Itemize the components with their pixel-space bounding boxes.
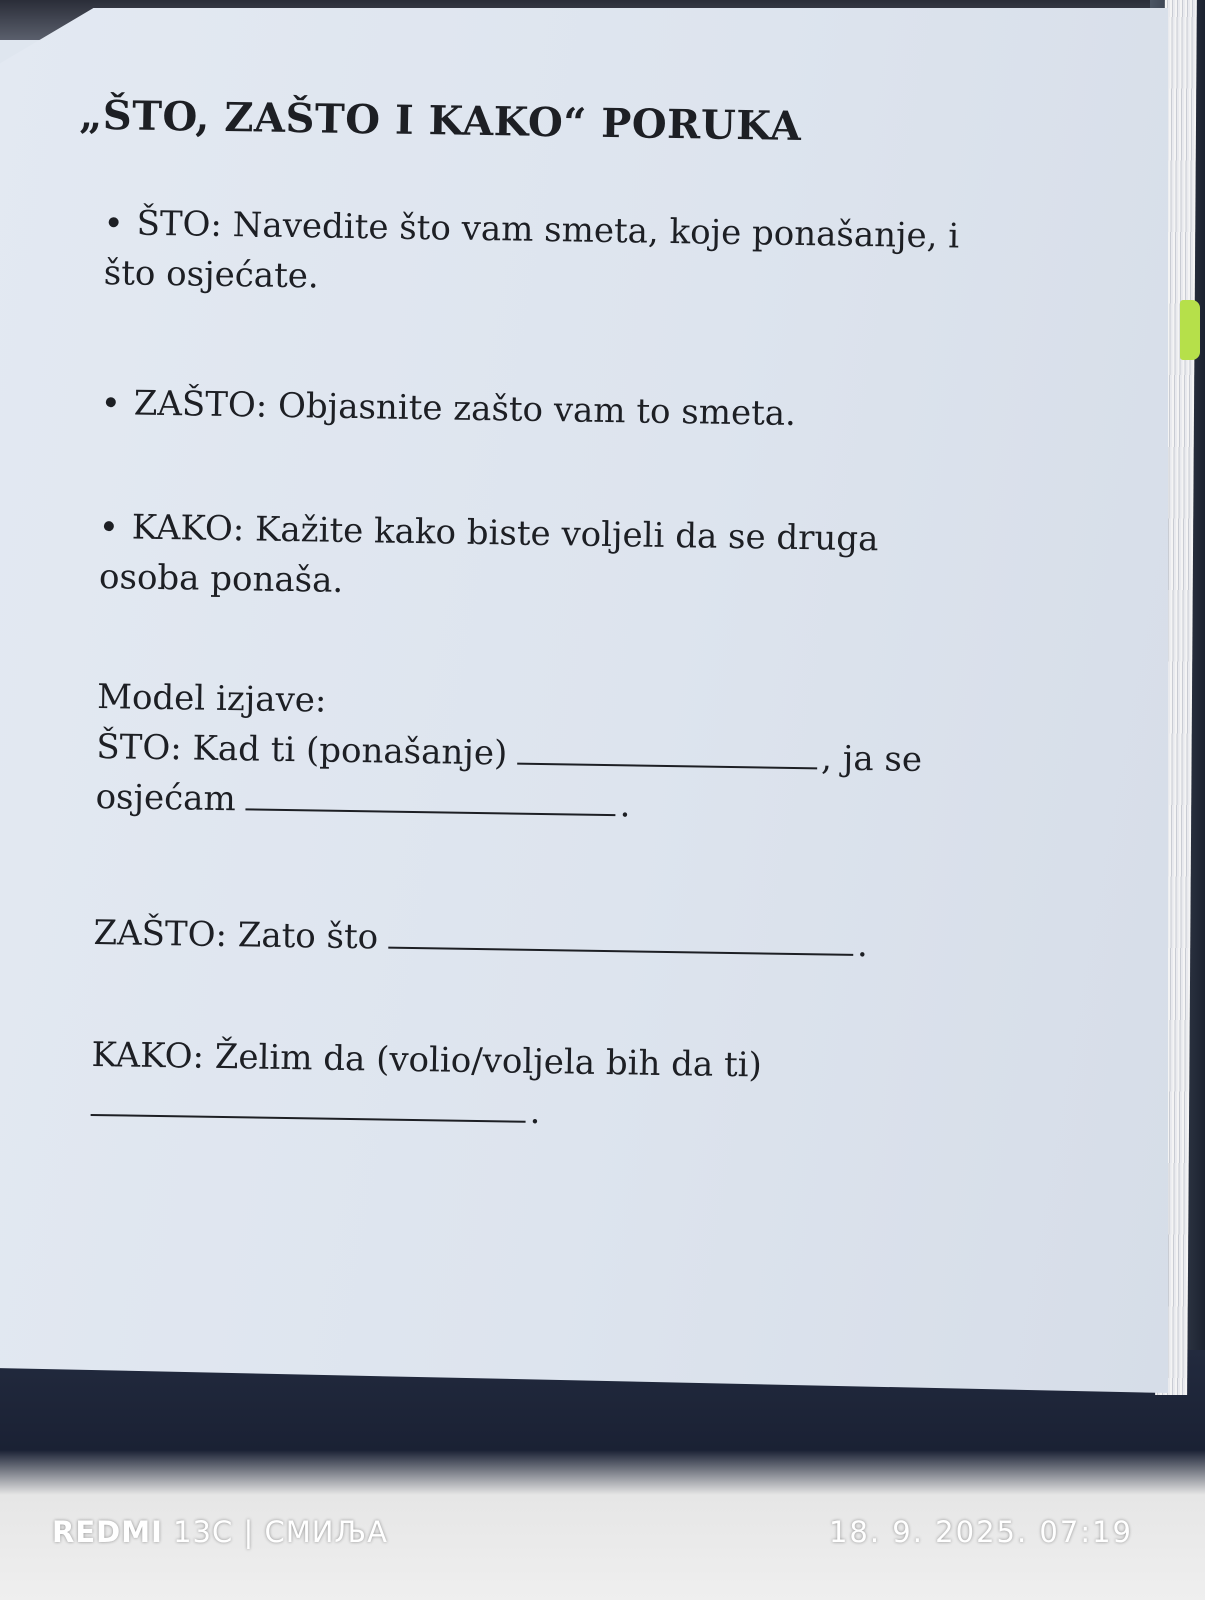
model-zasto-text: ZAŠTO: Zato što [93,912,379,958]
sticky-tab [1180,300,1200,360]
camera-watermark-model [52,1515,388,1549]
bullet-zasto [101,378,1002,442]
bullet-dot [106,397,116,407]
bullet-zasto-line1: ZAŠTO: Objasnite zašto vam to smeta. [133,383,797,434]
watermark-brand: REDMI [52,1515,163,1549]
model-kako-text: KAKO: Želim da (volio/voljela bih da ti) [91,1034,763,1086]
blank-line-feeling [246,784,616,816]
model-statement [95,672,997,836]
model-zasto [93,908,994,972]
model-sto-prefix: ŠTO: Kad ti (ponašanje) [96,727,508,774]
model-sto-line2: osjećam [95,777,237,820]
bullet-kako-line1: KAKO: Kažite kako biste voljeli da se druga [131,507,879,560]
model-sto-suffix: , ja se [820,738,923,780]
page-heading: „ŠTO, ZAŠTO I KAKO“ PORUKA [78,91,802,151]
period: . [619,785,631,826]
camera-watermark-datetime: 18. 9. 2025. 07:19 [828,1515,1133,1549]
bullet-sto-line1: ŠTO: Navedite što vam smeta, koje ponašanje, i [136,203,960,257]
blank-line-reason [388,923,853,956]
bullet-dot [104,521,114,531]
bullet-dot [109,217,119,227]
model-title: Model izjave: [96,677,327,721]
bullet-sto [103,198,1004,312]
blank-line-behavior [517,739,817,770]
bullet-sto-line2: što osjećate. [103,253,320,297]
watermark-model: 13C | СМИЉА [173,1515,388,1549]
blank-line-wish [91,1090,526,1123]
bullet-kako-line2: osoba ponaša. [98,557,344,601]
model-kako [90,1030,991,1144]
bullet-kako [99,502,1000,616]
period: . [856,924,869,966]
period: . [529,1091,541,1133]
